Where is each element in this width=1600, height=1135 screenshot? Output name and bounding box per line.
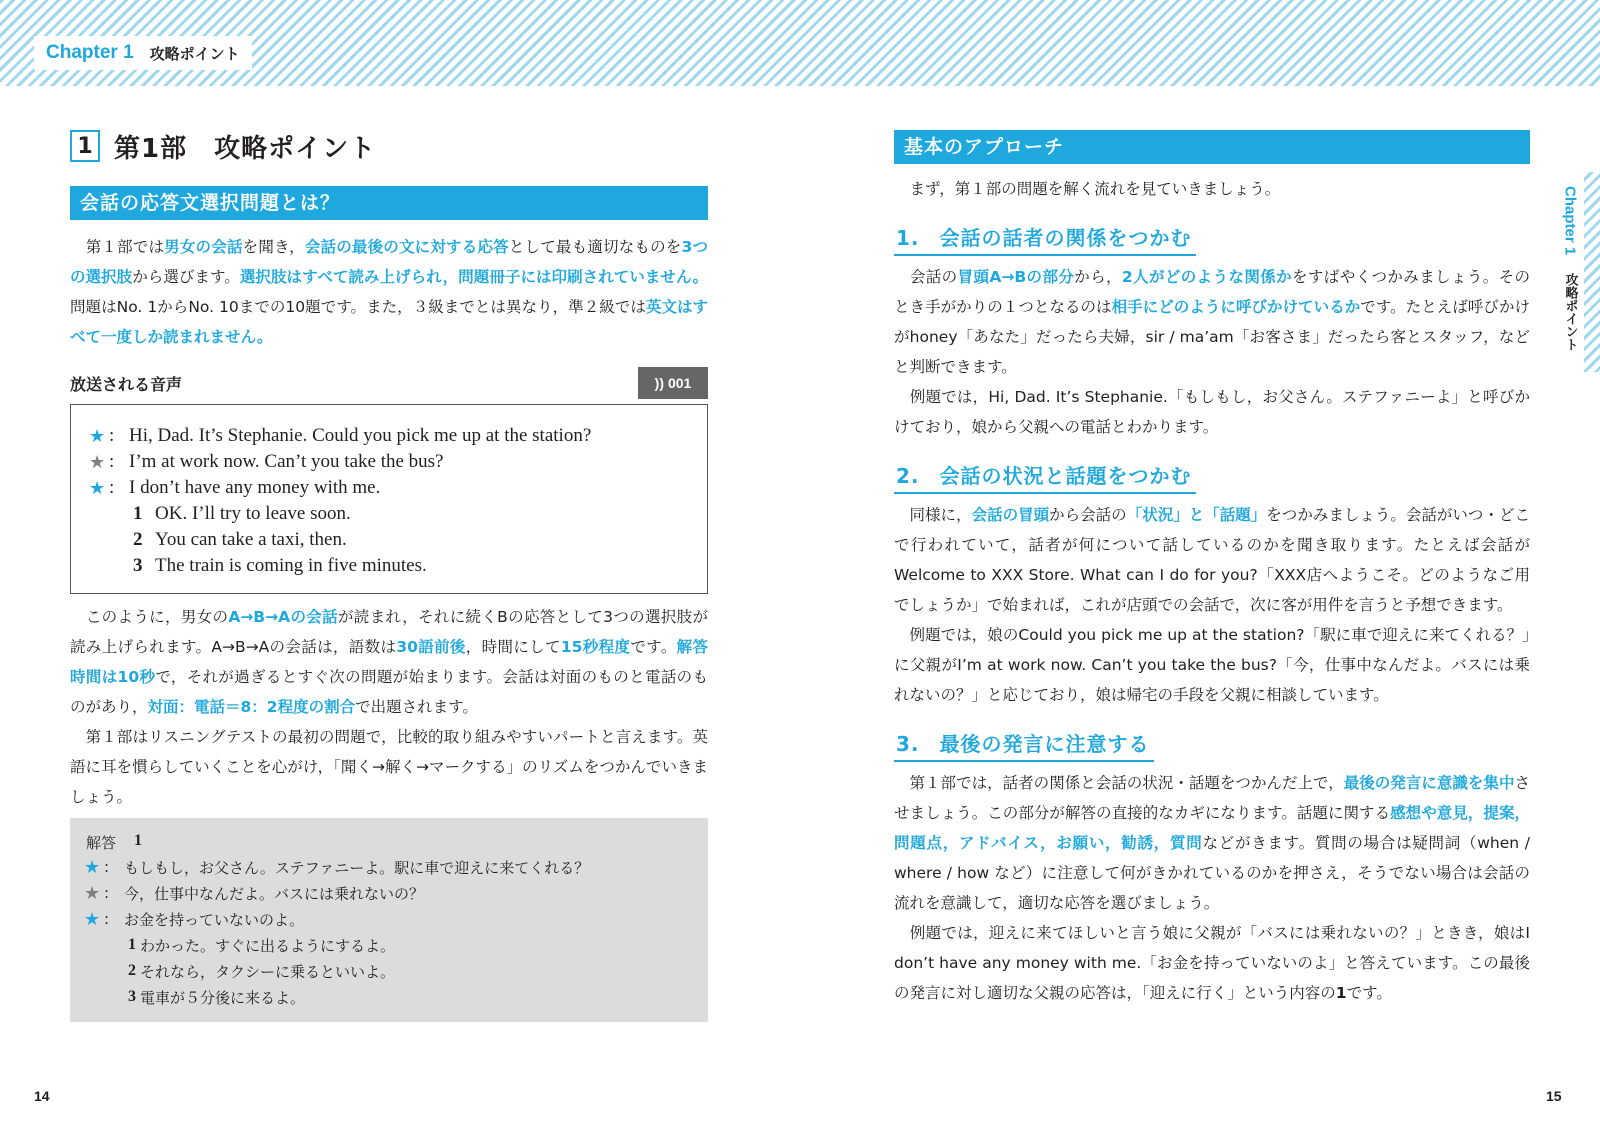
option-text: You can take a taxi, then.	[155, 529, 347, 550]
chapter-tab	[34, 36, 252, 70]
translation-option	[84, 932, 692, 958]
highlight-text: 15秒程度	[560, 638, 631, 656]
highlight-text: 最後の発言に意識を集中	[1343, 774, 1515, 792]
answer-value: 1	[134, 832, 143, 849]
body-text: です。	[630, 638, 677, 656]
option-number: 3	[128, 988, 136, 1005]
right-page	[894, 130, 1530, 1008]
option-number: 2	[128, 962, 136, 979]
body-text: です。	[1346, 984, 1392, 1002]
body-text: で，それが過ぎるとすぐ次の問題が始まります。会話は対面のものと電話のものがあり，	[70, 668, 709, 716]
chapter-label: Chapter 1	[46, 42, 134, 63]
step-paragraph	[894, 768, 1530, 918]
body-text: で出題されます。	[355, 698, 478, 716]
section-number: 1	[70, 130, 100, 162]
script-line: ★ : Hi, Dad. It’s Stephanie. Could you pick me up at the station?	[89, 425, 592, 446]
script-line: ★ : I’m at work now. Can’t you take the bus?	[89, 451, 444, 472]
speaker-a-star-icon: ★	[84, 856, 101, 878]
highlight-text: 男女の会話	[164, 238, 243, 256]
body-text: 第１部では	[70, 238, 165, 256]
chapter-title: 攻略ポイント	[149, 44, 240, 63]
option-number: 3	[133, 555, 143, 576]
heading-basic-approach: 基本のアプローチ	[894, 130, 1530, 164]
script-text: I’m at work now. Can’t you take the bus?	[129, 451, 444, 472]
highlight-text: 英文はすべて一度しか読まれません。	[70, 298, 708, 346]
step-number: 1.	[896, 226, 920, 250]
audio-row	[70, 366, 708, 400]
translation-line: ★ : 今，仕事中なんだよ。バスには乗れないの？	[84, 882, 425, 904]
bold-text: 1	[1335, 984, 1347, 1002]
step-paragraph	[894, 918, 1530, 1008]
body-text: ，時間にして	[465, 638, 561, 656]
highlight-text: 2人がどのような関係か	[1121, 268, 1293, 286]
highlight-text: 選択肢はすべて読み上げられ，問題冊子には印刷されていません。	[239, 268, 708, 286]
body-text: 例題では，Hi, Dad. It’s Stephanie.「もしもし，お父さん。ステファニーよ」と呼びかけており，娘から父親への電話とわかります。	[894, 388, 1530, 436]
translation-option	[84, 958, 692, 984]
body-text: 例題では，娘のCould you pick me up at the station?「駅に車で迎えに来てくれる？」に父親がI’m at work now. Can’t you take the bus?「今，仕事中なんだよ。バスには乗れないの？」と応じており，娘は帰宅の手段を父親に相談しています。	[894, 626, 1530, 704]
speaker-b-star-icon: ★	[84, 882, 101, 904]
body-text: 問題はNo. 1からNo. 10までの10題です。また，３級までとは異なり，準２級では	[70, 298, 646, 316]
body-text: 会話の	[894, 268, 958, 286]
option-number: 1	[128, 936, 136, 953]
speaker-a-star-icon: ★	[84, 908, 101, 930]
highlight-text: 冒頭A→Bの部分	[957, 268, 1075, 286]
step-heading-1	[894, 222, 1196, 256]
body-text: 同様に，	[894, 506, 972, 524]
option-text: OK. I’ll try to leave soon.	[155, 503, 351, 524]
step-number: 2.	[896, 464, 920, 488]
translation-text: もしもし，お父さん。ステファニーよ。駅に車で迎えに来てくれる？	[124, 858, 590, 877]
step-title: 会話の状況と話題をつかむ	[939, 464, 1192, 488]
translation-option	[84, 984, 692, 1010]
script-line: ★ : I don’t have any money with me.	[89, 477, 381, 498]
heading-what-is: 会話の応答文選択問題とは？	[70, 186, 708, 220]
option-text: The train is coming in five minutes.	[155, 555, 427, 576]
audio-track-badge	[638, 367, 708, 399]
body-text: このように，男女の	[70, 608, 229, 626]
answer-box	[70, 818, 708, 1022]
translation-line: ★ : お金を持っていないのよ。	[84, 908, 305, 930]
approach-intro: まず，第１部の問題を解く流れを見ていきましょう。	[894, 180, 1281, 198]
option-text: 電車が５分後に来るよ。	[140, 988, 306, 1007]
step-title: 会話の話者の関係をつかむ	[939, 226, 1192, 250]
body-text: をすばやくつかみましょう。そのとき手がかりの１つとなるのは	[894, 268, 1530, 316]
highlight-text: 会話の最後の文に対する応答	[304, 238, 509, 256]
answer-heading	[84, 832, 692, 854]
side-chapter-label: Chapter 1	[1561, 186, 1579, 256]
step-paragraph	[894, 500, 1530, 620]
highlight-text: 3つの選択肢	[70, 238, 708, 286]
option-text: それなら，タクシーに乗るといいよ。	[140, 962, 396, 981]
body-text: を聞き，	[242, 238, 305, 256]
script-text: Hi, Dad. It’s Stephanie. Could you pick me up at the station?	[129, 425, 592, 446]
highlight-text: 「状況」と「話題」	[1126, 506, 1267, 524]
body-text: から選びます。	[132, 268, 240, 286]
step-paragraph	[894, 262, 1530, 382]
step-heading-3	[894, 728, 1154, 762]
step-paragraph	[894, 382, 1530, 442]
body-text: をつかみましょう。会話がいつ・どこで行われていて，話者が何について話しているのかを聞き取ります。たとえば会話がWelcome to XXX Store. What can I do for you?「XXX店へようこそ。どのようなご用でしょうか」で始まれば，これが店頭での会話で，次に客が用件を言うと予想できます。	[894, 506, 1530, 614]
body-text: として最も適切なものを	[508, 238, 682, 256]
script-box	[70, 404, 708, 594]
translation-text: お金を持っていないのよ。	[124, 910, 305, 929]
option-line	[89, 527, 691, 553]
highlight-text: 30語前後	[396, 638, 466, 656]
answer-label: 解答	[86, 834, 117, 852]
highlight-text: 解答時間は10秒	[70, 638, 709, 686]
option-number: 1	[133, 503, 143, 524]
option-number: 2	[133, 529, 143, 550]
page-number-right: 15	[1546, 1088, 1562, 1104]
body-text: から会話の	[1049, 506, 1127, 524]
step-title: 最後の発言に注意する	[939, 732, 1150, 756]
step-heading-2	[894, 460, 1196, 494]
body-text: です。たとえば呼びかけがhoney「あなた」だったら夫婦，sir / ma’am「お客さま」だったら客とスタッフ，などと判断できます。	[894, 298, 1530, 376]
body-text: が読まれ，それに続くBの応答として3つの選択肢が読み上げられます。A→B→Aの会話は，語数は	[70, 608, 708, 656]
option-text: わかった。すぐに出るようにするよ。	[140, 936, 396, 955]
speaker-b-star-icon: ★	[89, 451, 106, 472]
audio-title: 放送される音声	[70, 374, 183, 394]
highlight-text: 相手にどのように呼びかけているか	[1111, 298, 1361, 316]
audio-track-number: 001	[667, 375, 692, 391]
highlight-text: A→B→Aの会話	[228, 608, 338, 626]
intro-paragraph	[70, 232, 708, 352]
highlight-text: 対面：電話＝8：2程度の割合	[147, 698, 356, 716]
body-text: 第１部では，話者の関係と会話の状況・話題をつかんだ上で，	[894, 774, 1344, 792]
side-chapter-title: 攻略ポイント	[1562, 273, 1578, 352]
page-number-left: 14	[34, 1088, 50, 1104]
body-text: させましょう。この部分が解答の直接的なカギになります。話題に関する	[894, 774, 1530, 822]
option-line	[89, 501, 691, 527]
section-title	[70, 128, 708, 164]
side-tab	[1556, 172, 1584, 372]
script-text: I don’t have any money with me.	[129, 477, 381, 498]
step-number: 3.	[896, 732, 920, 756]
body-text: 例題では，迎えに来てほしいと言う娘に父親が「バスには乗れないの？」ときき，娘はI don’t have any money with me.「お金を持っていないのよ」と答えています。この最後の発言に対し適切な父親の応答は，「迎えに行く」という内容の	[894, 924, 1530, 1002]
section-label: 第1部 攻略ポイント	[114, 133, 377, 164]
body-text: から，	[1074, 268, 1122, 286]
highlight-text: 感想や意見，提案，問題点，アドバイス，お願い，勧誘，質問	[894, 804, 1530, 852]
left-page	[70, 128, 708, 1022]
summary-paragraph: 第１部はリスニングテストの最初の問題で，比較的取り組みやすいパートと言えます。英語に耳を慣らしていくことを心がけ，「聞く→解く→マークする」のリズムをつかんでいきましょう。	[70, 728, 708, 806]
highlight-text: 会話の冒頭	[971, 506, 1050, 524]
step-paragraph	[894, 620, 1530, 710]
body-text: などがきます。質問の場合は疑問詞（when / where / how など）に注意して何がきかれているのかを押さえ，そうでない場合は会話の流れを意識して，適切な応答を選びましょう。	[894, 834, 1530, 912]
speaker-a-star-icon: ★	[89, 425, 106, 446]
explanation-paragraph	[70, 602, 708, 722]
speaker-a-star-icon: ★	[89, 477, 106, 498]
sound-icon: ))	[654, 375, 664, 391]
option-line	[89, 553, 691, 579]
translation-line: ★ : もしもし，お父さん。ステファニーよ。駅に車で迎えに来てくれる？	[84, 856, 590, 878]
translation-text: 今，仕事中なんだよ。バスには乗れないの？	[124, 884, 425, 903]
